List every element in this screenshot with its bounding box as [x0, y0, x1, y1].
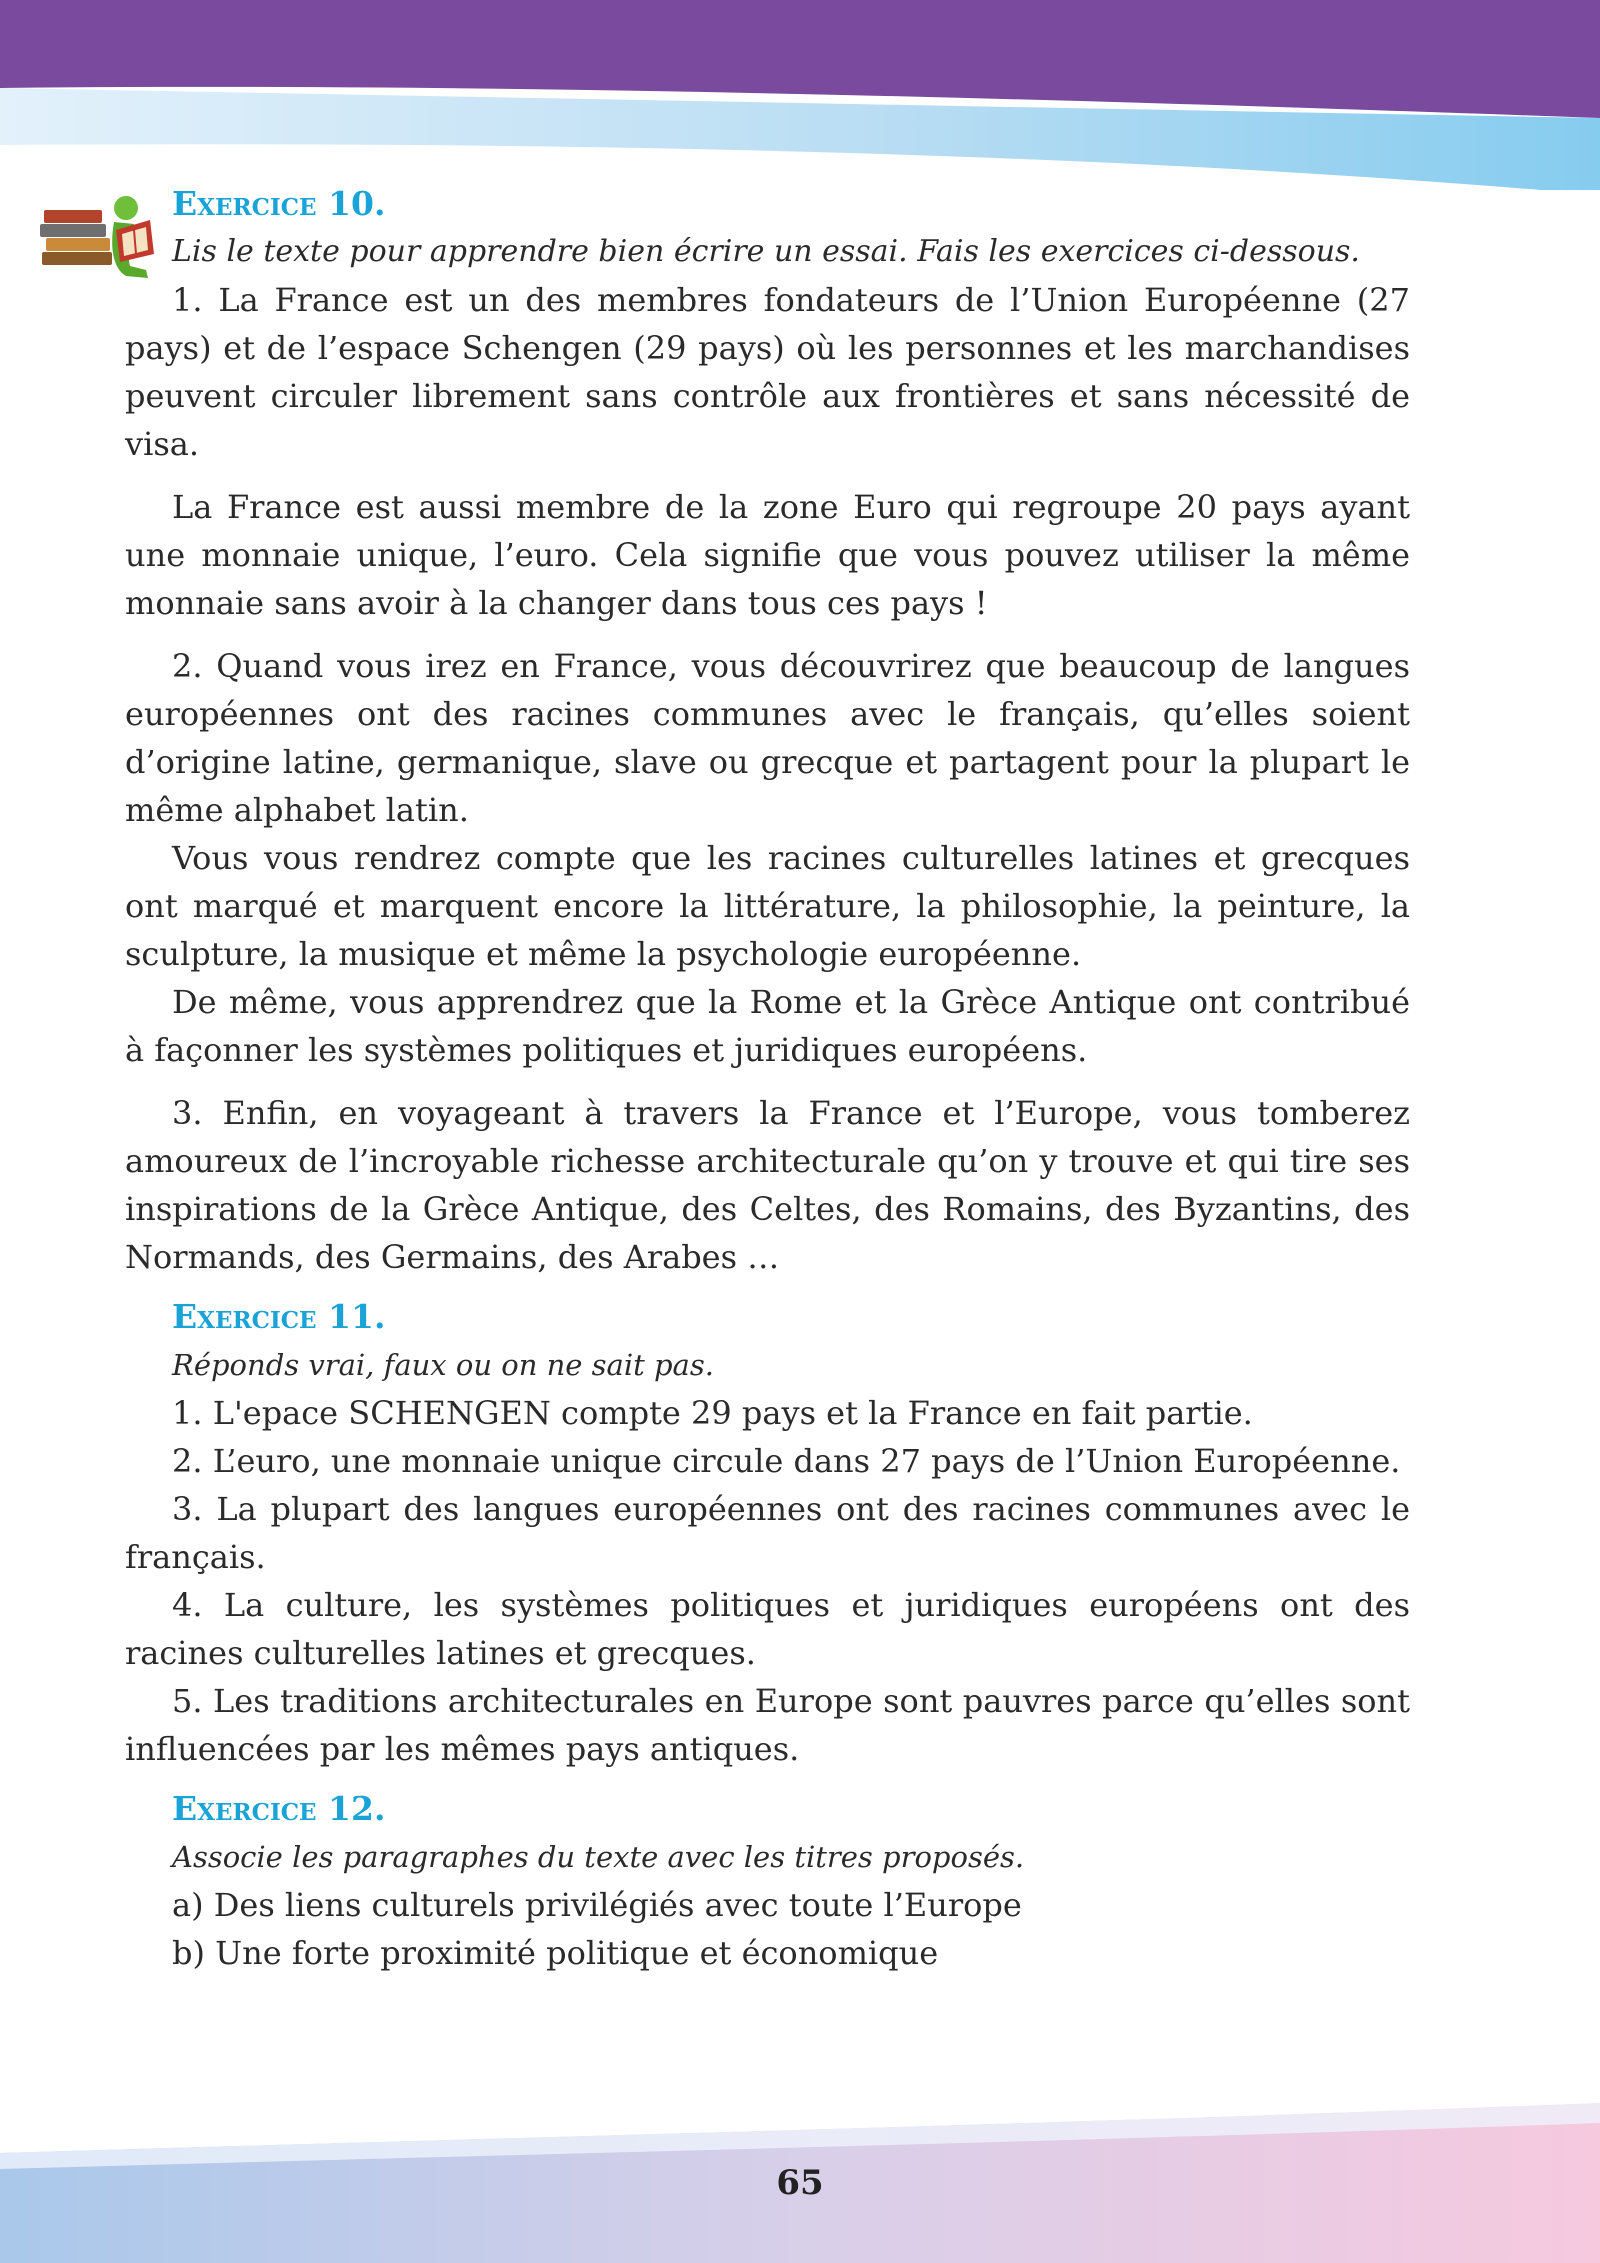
exercise-11-item: 1. L'epace SCHENGEN compte 29 pays et la France en fait partie.: [172, 1394, 1253, 1432]
exercise-10-instruction: Lis le texte pour apprendre bien écrire un essai. Fais les exercices ci-dessous.: [172, 234, 1360, 269]
paragraph-1: 1. La France est un des membres fondateurs de l’Union Européenne (27 pays) et de l’espace Schengen (29 pays) où les personnes et les marchandises peuvent circuler librement sans contrôle aux frontières et sans nécessité de visa.: [125, 281, 1410, 463]
page-content: [125, 180, 1410, 1977]
paragraph-4: Vous vous rendrez compte que les racines culturelles latines et grecques ont marqué et marquent encore la littérature, la philosophie, la peinture, la sculpture, la musique et même la psychologie européenne.: [125, 839, 1410, 973]
exercise-11-item: 2. L’euro, une monnaie unique circule dans 27 pays de l’Union Européenne.: [172, 1442, 1401, 1480]
exercise-11-item: 3. La plupart des langues européennes ont des racines communes avec le français.: [125, 1490, 1410, 1576]
exercise-11-item: 5. Les traditions architecturales en Europe sont pauvres parce qu’elles sont influencées par les mêmes pays antiques.: [125, 1682, 1410, 1768]
exercise-11-instruction: Réponds vrai, faux ou on ne sait pas.: [172, 1348, 714, 1382]
paragraph-3: 2. Quand vous irez en France, vous découvrirez que beaucoup de langues européennes ont des racines communes avec le français, qu’elles soient d’origine latine, germanique, slave ou grecque et partagent pour la plupart le même alphabet latin.: [125, 647, 1410, 829]
exercise-11-title: Exercice 11.: [172, 1297, 386, 1336]
exercise-12-instruction: Associe les paragraphes du texte avec les titres proposés.: [172, 1840, 1025, 1874]
exercise-12-item: b) Une forte proximité politique et économique: [172, 1934, 939, 1972]
exercise-11-item: 4. La culture, les systèmes politiques et juridiques européens ont des racines culturelles latines et grecques.: [125, 1586, 1410, 1672]
exercise-10-title: Exercice 10.: [172, 184, 386, 223]
paragraph-5: De même, vous apprendrez que la Rome et la Grèce Antique ont contribué à façonner les systèmes politiques et juridiques européens.: [125, 983, 1410, 1069]
paragraph-6: 3. Enfin, en voyageant à travers la France et l’Europe, vous tomberez amoureux de l’incroyable richesse architecturale qu’on y trouve et qui tire ses inspirations de la Grèce Antique, des Celtes, des Romains, des Byzantins, des Normands, des Germains, des Arabes …: [125, 1094, 1410, 1276]
paragraph-2: La France est aussi membre de la zone Euro qui regroupe 20 pays ayant une monnaie unique, l’euro. Cela signifie que vous pouvez utiliser la même monnaie sans avoir à la changer dans tous ces pays !: [125, 488, 1410, 622]
page-number: 65: [776, 2163, 824, 2203]
header-banner: [0, 0, 1600, 190]
exercise-12-item: a) Des liens culturels privilégiés avec toute l’Europe: [172, 1886, 1022, 1924]
exercise-12-title: Exercice 12.: [172, 1789, 386, 1828]
